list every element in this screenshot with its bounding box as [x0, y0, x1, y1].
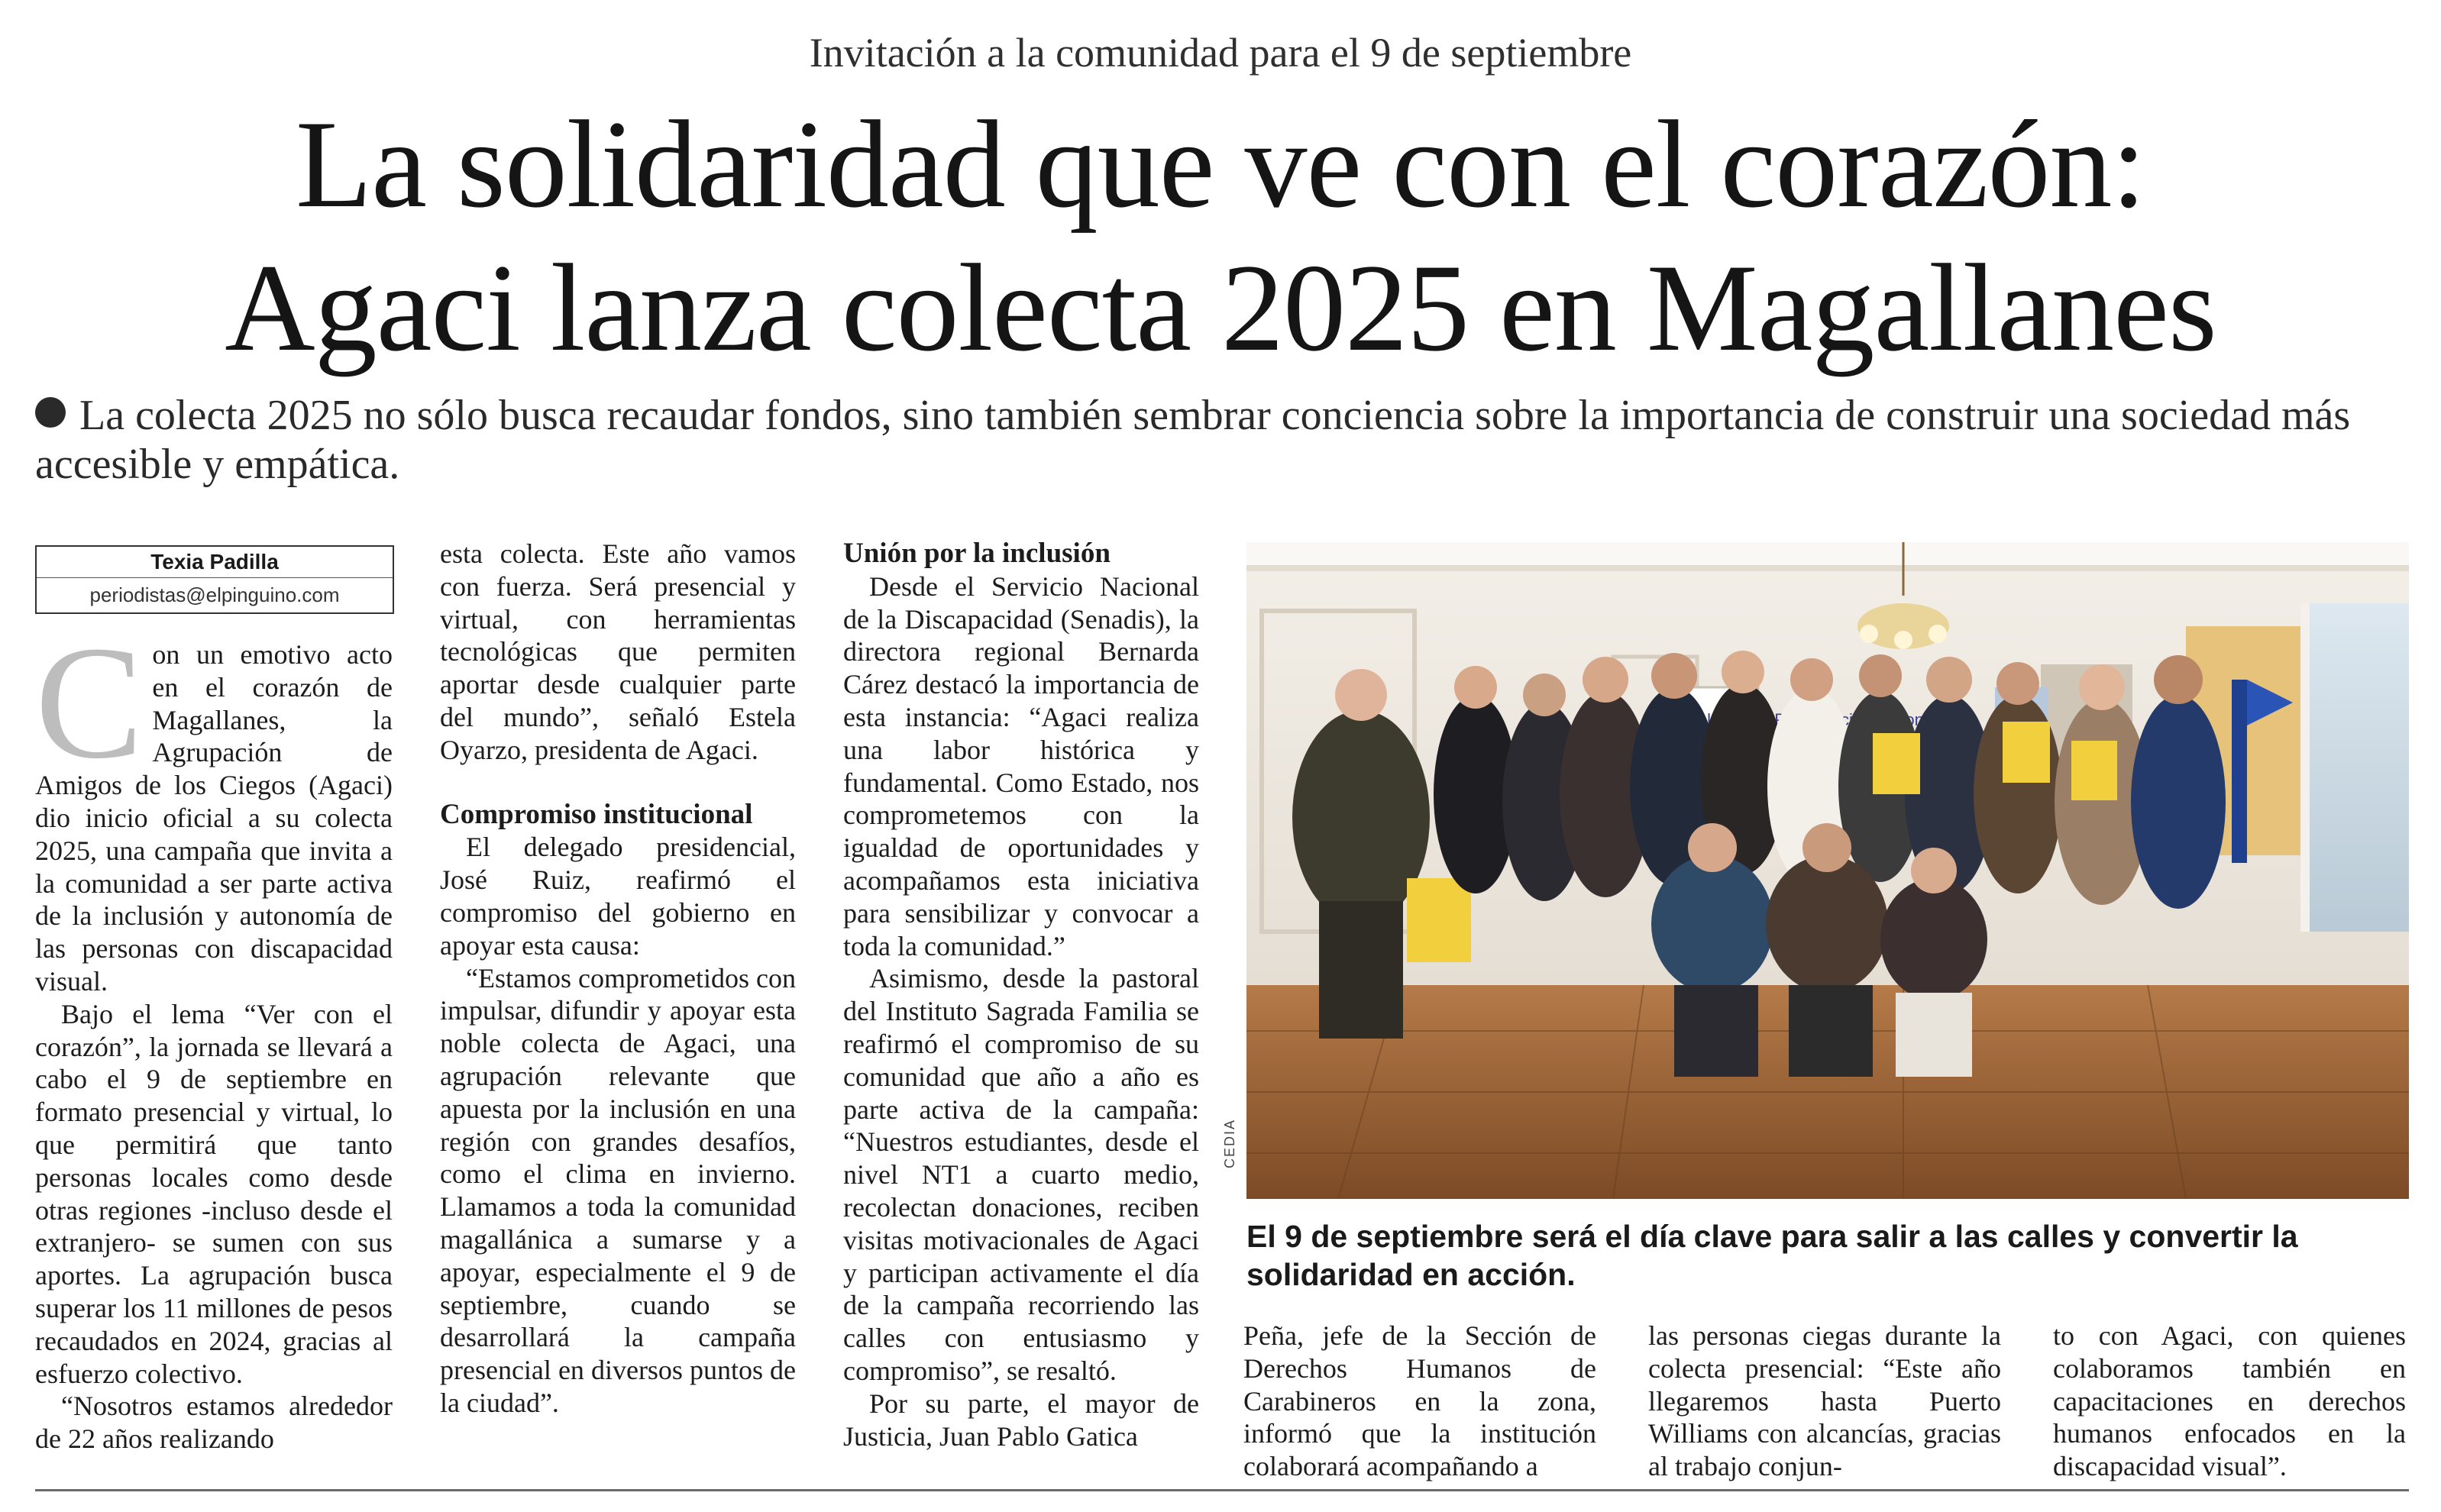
article-column-3	[843, 538, 1199, 1452]
headline-line-1: La solidaridad que ve con el corazón:	[296, 95, 2145, 234]
article-paragraph: esta colecta. Este año vamos con fuerza. Será presencial y virtual, con herramientas tecnológicas que permiten aportar desde cualquier parte del mundo”, señaló Estela Oyarzo, presidenta de Agaci.	[440, 538, 796, 765]
article-paragraph: “Nosotros estamos alrededor de 22 años realizando	[35, 1391, 393, 1455]
article-paragraph: Por su parte, el mayor de Justicia, Juan Pablo Gatica	[843, 1388, 1199, 1452]
bullet-icon	[35, 397, 66, 428]
deck-text: La colecta 2025 no sólo busca recaudar fondos, sino también sembrar conciencia sobre la importancia de construir una sociedad más accesible y empática.	[35, 392, 2351, 488]
footer-rule	[35, 1489, 2409, 1491]
article-paragraph: las personas ciegas durante la colecta presencial: “Este año llegaremos hasta Puerto Williams con alcancías, gracias al trabajo conjun-	[1648, 1320, 2001, 1482]
group-photo	[1246, 542, 2409, 1199]
article-column-1	[35, 612, 393, 1455]
group-photo-illustration	[1246, 542, 2409, 1199]
deck	[35, 391, 2410, 489]
article-paragraph: Desde el Servicio Nacional de la Discapacidad (Senadis), la directora regional Bernarda Cárez destacó la importancia de esta instancia: “Agaci realiza una labor histórica y fundamental. Como Estado, nos comprometemos con la igualdad de oportunidades y acompañamos esta iniciativa para sensibilizar y convocar a toda la comunidad.”	[843, 570, 1199, 961]
article-paragraph: to con Agaci, con quienes colaboramos también en capacitaciones en derechos humanos enfocados en la discapacidad visual”.	[2053, 1320, 2406, 1482]
drop-cap: C	[35, 612, 144, 792]
subhead-compromiso: Compromiso institucional	[440, 798, 753, 830]
article-column-4b	[1648, 1320, 2001, 1483]
article-column-4a	[1243, 1320, 1596, 1483]
byline-author: Texia Padilla	[37, 547, 393, 578]
article-paragraph: Bajo el lema “Ver con el corazón”, la jornada se llevará a cabo el 9 de septiembre en formato presencial y virtual, lo que permitirá que tanto personas locales como desde otras regiones -incluso desde el extranjero- se sumen con sus aportes. La agrupación busca superar los 11 millones de pesos recaudados en 2024, gracias al esfuerzo colectivo.	[35, 998, 393, 1389]
article-paragraph: Peña, jefe de la Sección de Derechos Humanos de Carabineros en la zona, informó que la institución colaborará acompañando a	[1243, 1320, 1596, 1482]
article-column-2	[440, 538, 796, 1420]
byline-email: periodistas@elpinguino.com	[89, 583, 340, 606]
article-paragraph: El delegado presidencial, José Ruiz, reafirmó el compromiso del gobierno en apoyar esta causa:	[440, 832, 796, 961]
headline-line-2: Agaci lanza colecta 2025 en Magallanes	[225, 239, 2216, 377]
article-paragraph: Asimismo, desde la pastoral del Instituto Sagrada Familia se reafirmó el compromiso de su comunidad que año a año es parte activa de la campaña: “Nuestros estudiantes, desde el nivel NT1 a cuarto medio, recolectan donaciones, reciben visitas motivacionales de Agaci y participan activamente el día de la campaña recorriendo las calles con entusiasmo y compromiso”, se resaltó.	[843, 963, 1199, 1386]
article-paragraph: on un emotivo acto en el corazón de Magallanes, la Agrupación de Amigos de los Ciegos (Agaci) dio inicio oficial a su colecta 2025, una campaña que invita a la comunidad a ser parte activa de la inclusión y autonomía de las personas con discapacidad visual.	[35, 639, 393, 997]
kicker: Invitación a la comunidad para el 9 de septiembre	[809, 30, 1632, 76]
article-paragraph: “Estamos comprometidos con impulsar, difundir y apoyar esta noble colecta de Agaci, una agrupación relevante que apuesta por la inclusión en una región con grandes desafíos, como el clima en invierno. Llamamos a toda la comunidad magallánica a sumarse y a apoyar, especialmente el 9 de septiembre, cuando se desarrollará la campaña presencial en diversos puntos de la ciudad”.	[440, 962, 796, 1418]
photo-credit: CEDIA	[1222, 1118, 1237, 1168]
subhead-union: Unión por la inclusión	[843, 538, 1111, 569]
byline-box	[35, 545, 394, 614]
photo-caption: El 9 de septiembre será el día clave para salir a las calles y convertir la solidaridad en acción.	[1246, 1219, 2298, 1292]
headline	[0, 93, 2441, 380]
article-column-4c	[2053, 1320, 2406, 1483]
